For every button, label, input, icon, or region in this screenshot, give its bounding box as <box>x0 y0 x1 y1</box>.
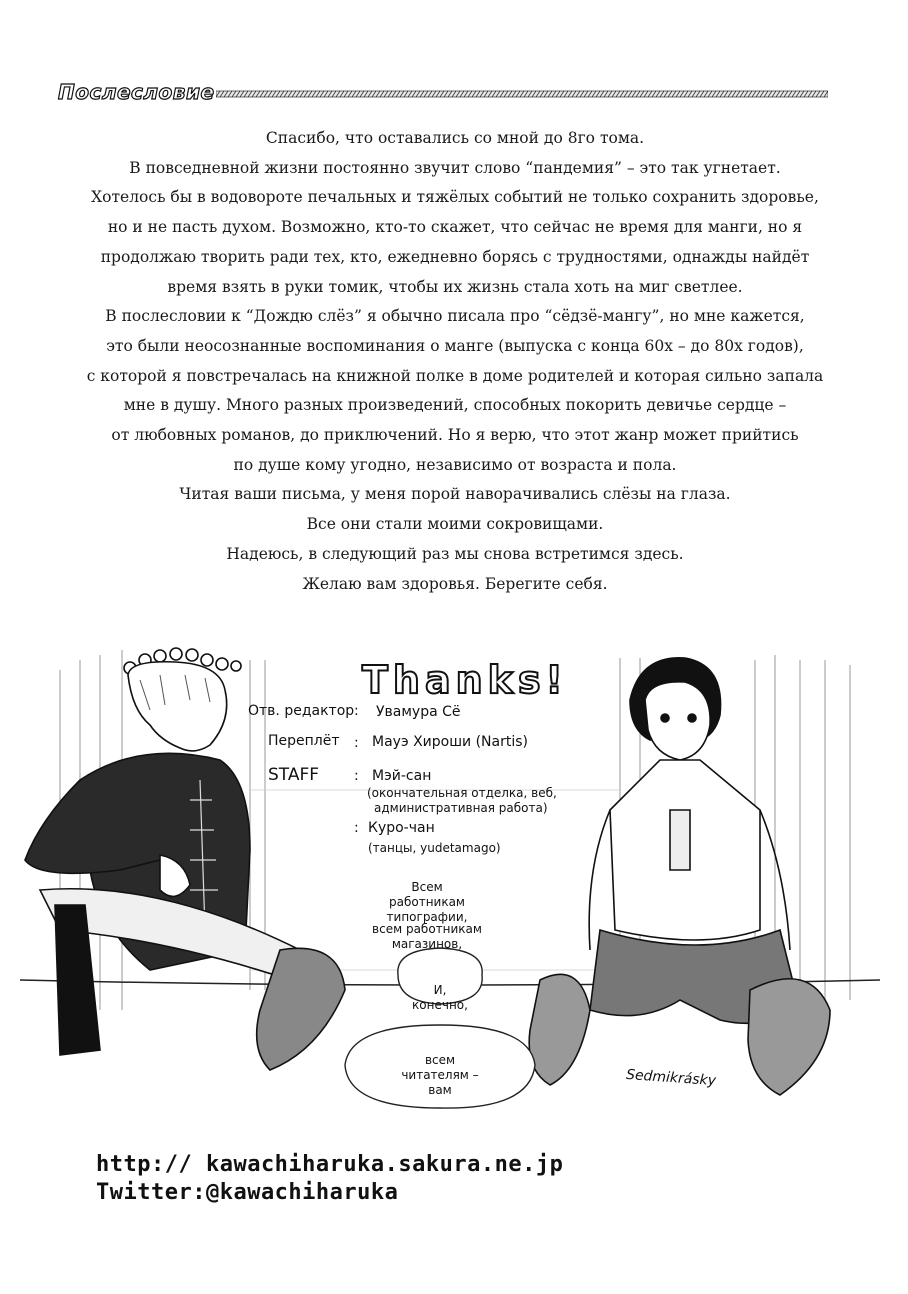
afterword-line: с которой я повстречалась на книжной полке в доме родителей и которая сильно запала <box>86 366 824 385</box>
afterword-line: В повседневной жизни постоянно звучит слово “пандемия” – это так угнетает. <box>129 158 781 177</box>
afterword-line: но и не пасть духом. Возможно, кто-то скажет, что сейчас не время для манги, но я <box>107 218 803 237</box>
note-line: магазинов, <box>391 937 463 951</box>
afterword-title: Послесловие <box>58 80 215 104</box>
colon: : <box>354 703 359 719</box>
afterword-line: время взять в руки томик, чтобы их жизнь стала хоть на миг светлее. <box>167 277 743 296</box>
afterword-line: мне в душу. Много разных произведений, способных покорить девичье сердце – <box>123 396 787 415</box>
bubble-line: всем <box>424 1053 456 1067</box>
illustration <box>0 630 908 1110</box>
bubble-text-2 <box>390 1053 490 1098</box>
afterword-line: В послесловии к “Дождю слёз” я обычно писала про “сёдзё-мангу”, но мне кажется, <box>105 307 805 326</box>
afterword-header <box>58 80 830 106</box>
staff1-role-line2: административная работа) <box>374 801 548 815</box>
author-website[interactable]: http:// kawachiharuka.sakura.ne.jp <box>96 1152 564 1177</box>
afterword-line: Все они стали моими сокровищами. <box>306 515 604 534</box>
staff2-name: Куро-чан <box>368 820 435 836</box>
thanks-note-shops <box>372 922 482 952</box>
bubble-line: читателям – <box>401 1068 479 1082</box>
author-twitter[interactable]: Twitter:@kawachiharuka <box>96 1180 399 1205</box>
bubble-line: вам <box>428 1083 452 1097</box>
bubble-line: конечно, <box>412 998 468 1012</box>
afterword-line: Желаю вам здоровья. Берегите себя. <box>302 574 608 593</box>
bubble-text-1 <box>398 983 482 1013</box>
note-line: всем работникам <box>372 922 482 936</box>
afterword-line: продолжаю творить ради тех, кто, ежедневно борясь с трудностями, однажды найдёт <box>100 247 810 266</box>
staff2-role: (танцы, yudetamago) <box>368 841 501 855</box>
thanks-title: Thanks! <box>362 658 568 702</box>
afterword-line: это были неосознанные воспоминания о манге (выпуска с конца 60х – до 80х годов), <box>106 336 804 355</box>
afterword-line: Спасибо, что оставались со мной до 8го тома. <box>265 129 645 147</box>
editor-name: Увамура Сё <box>376 704 461 720</box>
afterword-text <box>60 124 850 599</box>
header-hatched-line <box>216 90 828 98</box>
afterword-line: Хотелось бы в водовороте печальных и тяжёлых событий не только сохранить здоровье, <box>91 188 819 207</box>
staff1-role-line1: (окончательная отделка, веб, <box>367 786 557 800</box>
colon: : <box>354 735 359 751</box>
binding-label: Переплёт <box>268 733 340 749</box>
scanlator-signature: Sedmikrásky <box>625 1066 717 1090</box>
bubble-line: И, <box>433 983 447 997</box>
thanks-note-typography <box>372 880 482 925</box>
editor-label: Отв. редактор <box>248 703 355 719</box>
binding-name: Мауэ Хироши (Nartis) <box>372 734 528 750</box>
note-line: типографии, <box>386 910 468 924</box>
colon: : <box>354 820 359 836</box>
girl-character <box>529 658 830 1095</box>
afterword-line: Читая ваши письма, у меня порой наворачивались слёзы на глаза. <box>179 485 731 504</box>
note-line: Всем работникам <box>388 880 465 909</box>
afterword-line: Надеюсь, в следующий раз мы снова встретимся здесь. <box>226 544 684 563</box>
afterword-line: по душе кому угодно, независимо от возраста и пола. <box>233 455 677 474</box>
afterword-line: от любовных романов, до приключений. Но я верю, что этот жанр может прийтись <box>111 426 799 445</box>
staff1-name: Мэй-сан <box>372 768 432 784</box>
colon: : <box>354 768 359 784</box>
staff-label: STAFF <box>268 765 320 785</box>
